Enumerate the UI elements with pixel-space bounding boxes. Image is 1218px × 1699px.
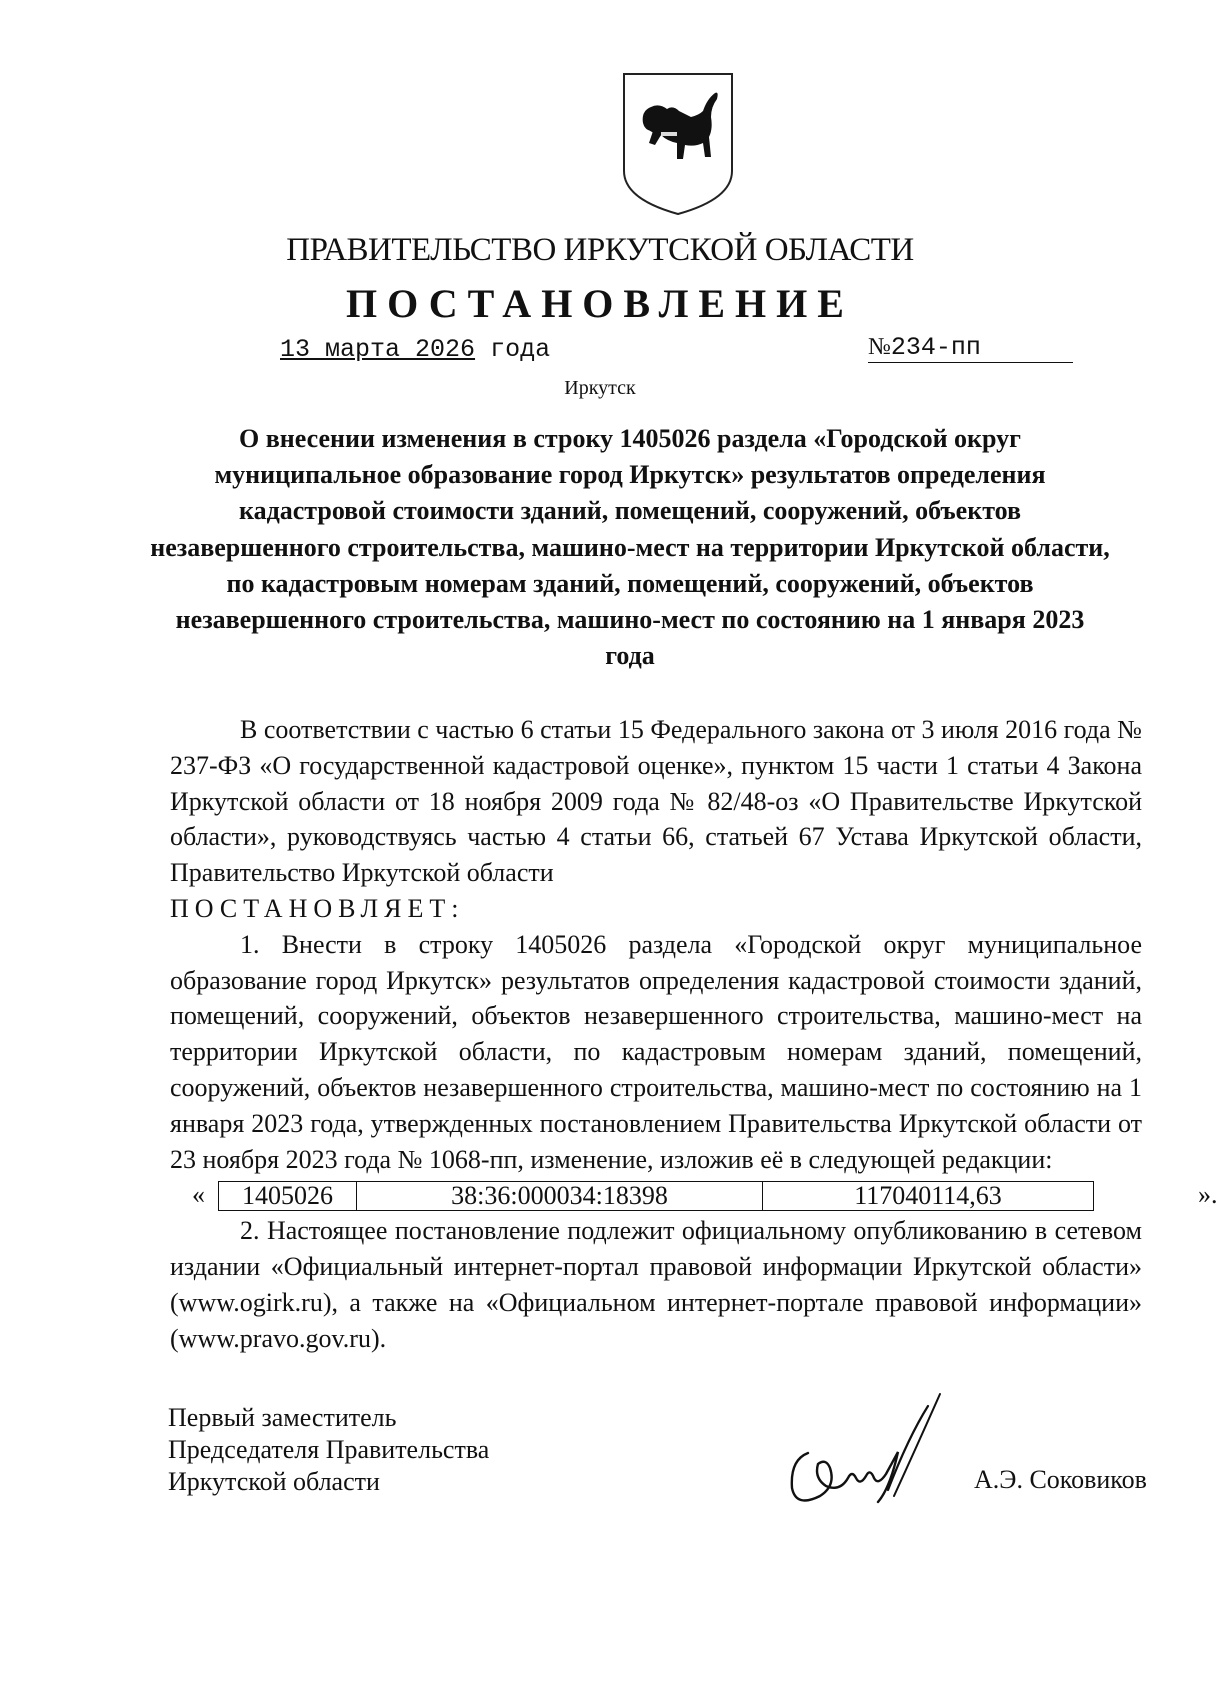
document-date xyxy=(280,335,550,364)
row-code-cell: 1405026 xyxy=(219,1182,357,1211)
amended-row-table xyxy=(218,1181,1094,1211)
signatory-title xyxy=(168,1402,489,1498)
item-1-paragraph: 1. Внести в строку 1405026 раздела «Городской округ муниципальное образование город Иркутск» результатов определения кадастровой стоимости зданий, помещений, сооружений, объектов незавершенного строительства, машино-мест на территории Иркутской области, по кадастровым номерам зданий, помещений, сооружений, объектов незавершенного строительства, машино-мест по состоянию на 1 января 2023 года, утвержденных постановлением Правительства Иркутской области от 23 ноября 2023 года № 1068-пп, изменение, изложив её в следующей редакции: xyxy=(170,929,1142,1174)
document-number xyxy=(868,333,1073,363)
document-type: ПОСТАНОВЛЕНИЕ xyxy=(346,281,854,326)
document-city: Иркутск xyxy=(564,377,636,399)
decree-word: ПОСТАНОВЛЯЕТ: xyxy=(170,893,465,923)
document-subject: О внесении изменения в строку 1405026 раздела «Городской округ муниципальное образование город Иркутск» результатов определения кадастровой стоимости зданий, помещений, сооружений, объектов незавершенного строительства, машино-мест на территории Иркутской области, по кадастровым номерам зданий, помещений, сооружений, объектов незавершенного строительства, машино-мест по состоянию на 1 января 2023 года xyxy=(150,424,1110,671)
government-title: ПРАВИТЕЛЬСТВО ИРКУТСКОЙ ОБЛАСТИ xyxy=(286,232,914,268)
cadastral-number-cell: 38:36:000034:18398 xyxy=(357,1182,763,1211)
handwritten-signature-icon xyxy=(770,1378,970,1538)
preamble-paragraph: В соответствии с частью 6 статьи 15 Федерального закона от 3 июля 2016 года № 237-ФЗ «О государственной кадастровой оценке», пунктом 15 части 1 статьи 4 Закона Иркутской области от 18 ноября 2009 года № 82/48-оз «О Правительстве Иркутской области», руководствуясь частью 4 статьи 66, статьей 67 Устава Иркутской области, Правительство Иркутской области xyxy=(170,715,1142,888)
signatory-title-line-1: Первый заместитель xyxy=(168,1403,397,1432)
signatory-title-line-2: Председателя Правительства xyxy=(168,1435,490,1464)
amended-row xyxy=(170,1177,1218,1213)
signatory-title-line-3: Иркутской области xyxy=(168,1467,380,1496)
table-row xyxy=(219,1182,1094,1211)
quote-open: « xyxy=(192,1180,205,1210)
number-sign: № xyxy=(868,334,891,360)
cadastral-value-cell: 117040114,63 xyxy=(763,1182,1094,1211)
date-suffix: года xyxy=(490,335,551,364)
number-value: 234-пп xyxy=(890,333,981,362)
date-value: 13 марта 2026 xyxy=(280,335,476,364)
irkutsk-coat-of-arms-icon xyxy=(621,71,735,217)
item-2-paragraph: 2. Настоящее постановление подлежит официальному опубликованию в сетевом издании «Официальный интернет-портал правовой информации Иркутской области» (www.ogirk.ru), а также на «Официальном интернет-портале правовой информации» (www.pravo.gov.ru). xyxy=(170,1216,1142,1353)
quote-close: ». xyxy=(1198,1180,1218,1210)
document-body xyxy=(170,712,1218,1357)
signatory-name: А.Э. Соковиков xyxy=(974,1465,1147,1494)
